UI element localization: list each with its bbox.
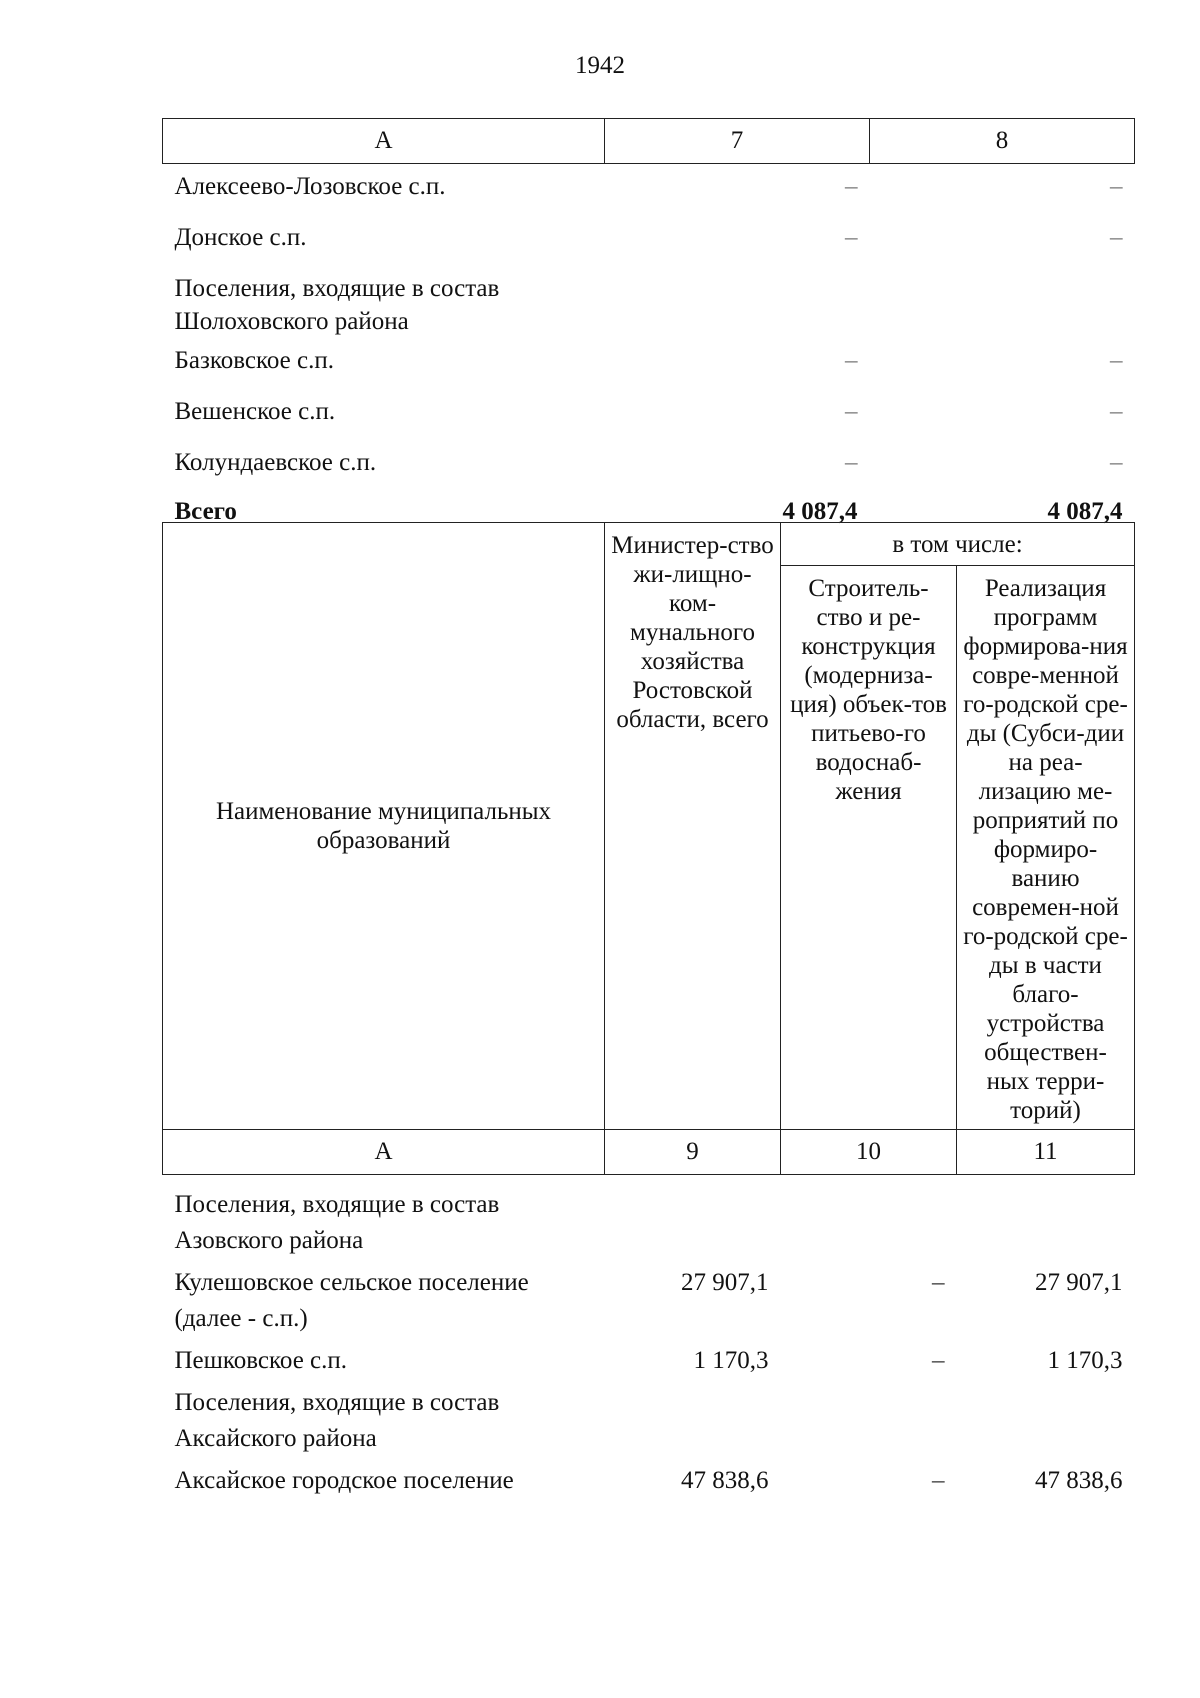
table-row bbox=[163, 389, 1135, 440]
table-row bbox=[163, 1265, 1135, 1343]
value-col7: – bbox=[845, 347, 858, 374]
value-col11: 47 838,6 bbox=[1035, 1467, 1123, 1494]
value-col7: – bbox=[845, 173, 858, 200]
table2-header-row bbox=[163, 523, 1135, 566]
table-row bbox=[163, 215, 1135, 266]
municipality-name: Аксайское городское поселение bbox=[174, 1467, 514, 1494]
value-col10 bbox=[781, 1385, 957, 1463]
value-col7 bbox=[605, 266, 870, 338]
value-col11: 27 907,1 bbox=[1035, 1269, 1123, 1296]
total-col7: 4 087,4 bbox=[782, 498, 858, 525]
total-col8: 4 087,4 bbox=[1047, 498, 1123, 525]
municipality-name: Колундаевское с.п. bbox=[174, 449, 377, 476]
header-municipality-name: Наименование муниципальных образований bbox=[163, 523, 605, 1130]
value-col8 bbox=[870, 266, 1135, 338]
table1-header-a: А bbox=[163, 119, 605, 164]
code-9: 9 bbox=[605, 1130, 781, 1175]
allocation-table-part2 bbox=[162, 522, 1135, 1505]
municipality-name: Базковское с.п. bbox=[174, 347, 334, 374]
header-urban-environment: Реализация программ формирова-ния совре-менной го-родской сре-ды (Субси-дии на реа-лизацию ме-роприятий по формиро-ванию современ-ной го-родской сре-ды в части благо-устройства обществен-ных терри-торий) bbox=[957, 566, 1135, 1130]
table1-header-7: 7 bbox=[605, 119, 870, 164]
code-a: А bbox=[163, 1130, 605, 1175]
municipality-name: Пешковское с.п. bbox=[174, 1347, 348, 1374]
table-row bbox=[163, 1175, 1135, 1266]
district-group-heading: Поселения, входящие в состав Шолоховского района bbox=[174, 275, 500, 335]
value-col8: – bbox=[1110, 347, 1123, 374]
municipality-name: Алексеево-Лозовское с.п. bbox=[174, 173, 446, 200]
table-row bbox=[163, 1385, 1135, 1463]
table-row bbox=[163, 1343, 1135, 1385]
municipality-name: Донское с.п. bbox=[174, 224, 307, 251]
table-row bbox=[163, 338, 1135, 389]
table1-header-8: 8 bbox=[870, 119, 1135, 164]
district-group-heading: Поселения, входящие в состав Азовского района bbox=[174, 1191, 500, 1254]
value-col8: – bbox=[1110, 224, 1123, 251]
table-row bbox=[163, 440, 1135, 491]
table-row bbox=[163, 164, 1135, 216]
value-col9 bbox=[605, 1385, 781, 1463]
value-col7: – bbox=[845, 398, 858, 425]
value-col10 bbox=[781, 1175, 957, 1266]
page-number: 1942 bbox=[575, 52, 625, 79]
value-col10: – bbox=[932, 1347, 945, 1374]
table1-header-row bbox=[163, 119, 1135, 164]
value-col9: 27 907,1 bbox=[681, 1269, 769, 1296]
header-water-supply: Строитель-ство и ре-конструкция (модерниза-ция) объек-тов питьево-го водоснаб-жения bbox=[781, 566, 957, 1130]
value-col9: 47 838,6 bbox=[681, 1467, 769, 1494]
total-label: Всего bbox=[174, 498, 237, 525]
value-col11 bbox=[957, 1385, 1135, 1463]
value-col7: – bbox=[845, 449, 858, 476]
municipality-name: Кулешовское сельское поселение (далее - с.п.) bbox=[174, 1269, 529, 1332]
value-col9: 1 170,3 bbox=[693, 1347, 769, 1374]
value-col11 bbox=[957, 1175, 1135, 1266]
value-col10: – bbox=[932, 1467, 945, 1494]
allocation-table-part1 bbox=[162, 118, 1135, 540]
district-group-heading: Поселения, входящие в состав Аксайского района bbox=[174, 1389, 500, 1452]
value-col11: 1 170,3 bbox=[1047, 1347, 1123, 1374]
value-col9 bbox=[605, 1175, 781, 1266]
table-row bbox=[163, 1463, 1135, 1505]
value-col8: – bbox=[1110, 173, 1123, 200]
header-including: в том числе: bbox=[781, 523, 1135, 566]
value-col10: – bbox=[932, 1269, 945, 1296]
value-col8: – bbox=[1110, 449, 1123, 476]
table-row bbox=[163, 266, 1135, 338]
header-ministry-total: Министер-ство жи-лищно-ком-мунального хозяйства Ростовской области, всего bbox=[605, 523, 781, 1130]
value-col7: – bbox=[845, 224, 858, 251]
code-11: 11 bbox=[957, 1130, 1135, 1175]
code-10: 10 bbox=[781, 1130, 957, 1175]
municipality-name: Вешенское с.п. bbox=[174, 398, 336, 425]
value-col8: – bbox=[1110, 398, 1123, 425]
table2-code-row bbox=[163, 1130, 1135, 1175]
